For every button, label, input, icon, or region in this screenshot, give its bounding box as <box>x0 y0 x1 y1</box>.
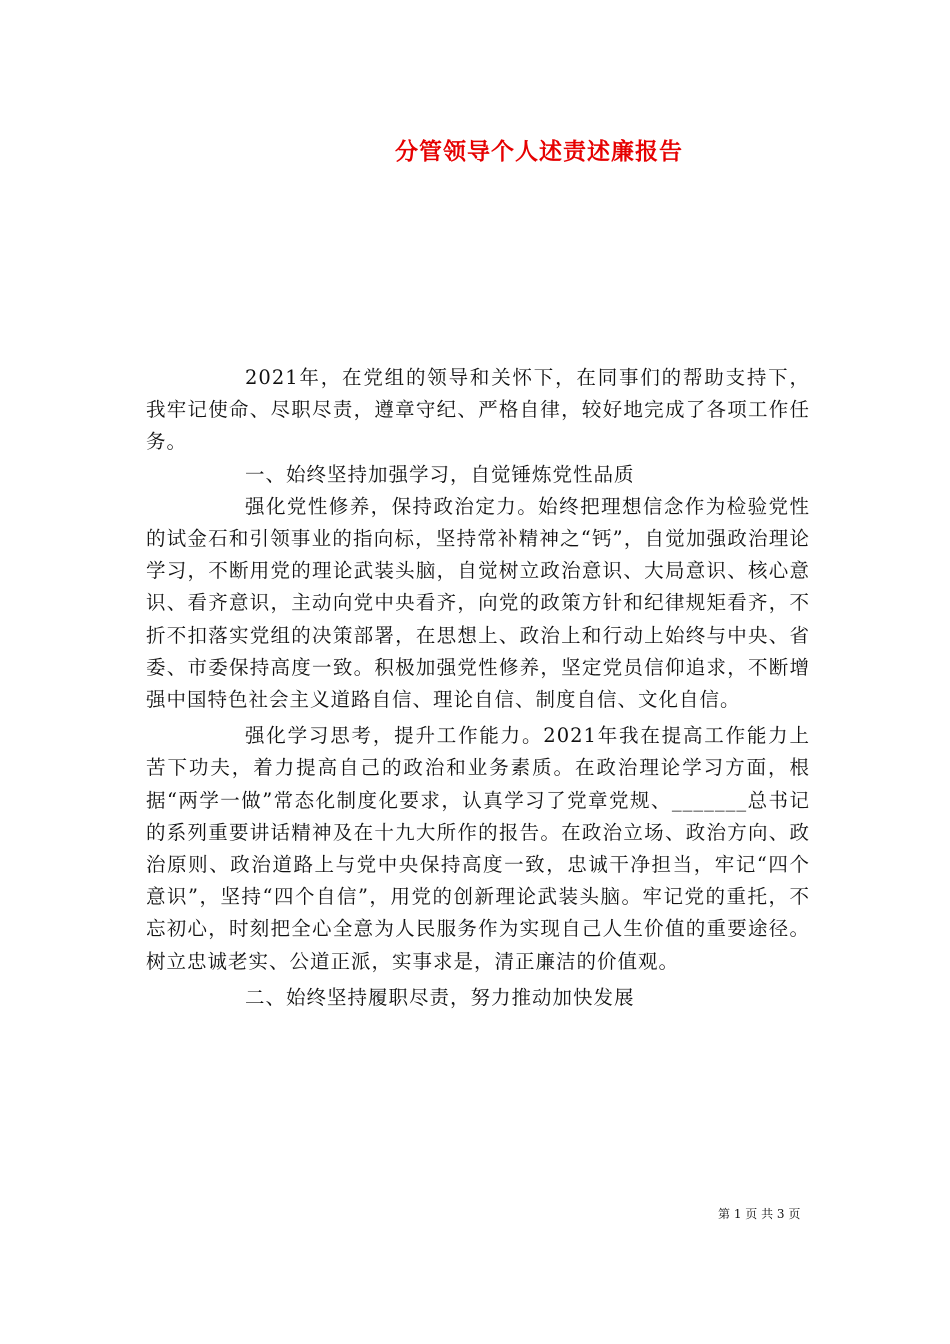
section-heading-1: 一、始终坚持加强学习，自觉锤炼党性品质 <box>245 462 635 486</box>
page-title <box>0 133 950 166</box>
page-number: 第 1 页 共 3 页 <box>718 1207 801 1221</box>
section-heading-2: 二、始终坚持履职尽责，努力推动加快发展 <box>245 985 635 1009</box>
paragraph-party-spirit: 强化党性修养，保持政治定力。始终把理想信念作为检验党性的试金石和引领事业的指向标，坚持常补精神之“钙”，自觉加强政治理论学习，不断用党的理论武装头脑，自觉树立政治意识、大局意识、核心意识、看齐意识，主动向党中央看齐，向党的政策方针和纪律规矩看齐，不折不扣落实党组的决策部署，在思想上、政治上和行动上始终与中央、省委、市委保持高度一致。积极加强党性修养，坚定党员信仰追求，不断增强中国特色社会主义道路自信、理论自信、制度自信、文化自信。 <box>146 494 810 712</box>
document-body <box>146 362 810 1014</box>
title-text: 分管领导个人述责述廉报告 <box>395 138 683 165</box>
paragraph-intro: 2021年，在党组的领导和关怀下，在同事们的帮助支持下，我牢记使命、尽职尽责，遵章守纪、严格自律，较好地完成了各项工作任务。 <box>146 366 810 454</box>
paragraph-study: 强化学习思考，提升工作能力。2021年我在提高工作能力上苦下功夫，着力提高自己的政治和业务素质。在政治理论学习方面，根据“两学一做”常态化制度化要求，认真学习了党章党规、_______总书记的系列重要讲话精神及在十九大所作的报告。在政治立场、政治方向、政治原则、政治道路上与党中央保持高度一致，忠诚干净担当，牢记“四个意识”，坚持“四个自信”，用党的创新理论武装头脑。牢记党的重托，不忘初心，时刻把全心全意为人民服务作为实现自己人生价值的重要途径。树立忠诚老实、公道正派，实事求是，清正廉洁的价值观。 <box>146 724 810 973</box>
